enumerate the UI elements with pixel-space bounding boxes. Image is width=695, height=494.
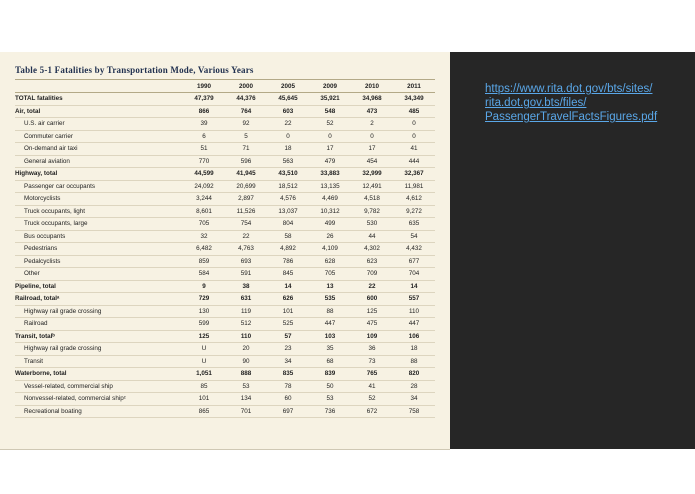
table-cell: 701	[225, 405, 267, 418]
table-cell: 693	[225, 255, 267, 268]
table-cell: 14	[267, 280, 309, 293]
table-cell: 475	[351, 318, 393, 331]
row-label: Railroad, totalᵃ	[15, 293, 183, 306]
table-cell: 765	[351, 368, 393, 381]
table-cell: 557	[393, 293, 435, 306]
table-cell: 9	[183, 280, 225, 293]
table-cell: 6,482	[183, 243, 225, 256]
year-header: 2005	[267, 81, 309, 93]
table-cell: 447	[393, 318, 435, 331]
table-row	[15, 230, 435, 243]
table-cell: 535	[309, 293, 351, 306]
table-row	[15, 168, 435, 181]
table-cell: 90	[225, 355, 267, 368]
row-label: TOTAL fatalities	[15, 93, 183, 106]
table-cell: 563	[267, 155, 309, 168]
table-panel	[0, 52, 450, 450]
table-cell: 736	[309, 405, 351, 418]
table-row	[15, 130, 435, 143]
table-cell: 34	[267, 355, 309, 368]
table-cell: 110	[225, 330, 267, 343]
table-cell: 92	[225, 118, 267, 131]
table-cell: 473	[351, 105, 393, 118]
table-cell: 754	[225, 218, 267, 231]
table-cell: 600	[351, 293, 393, 306]
table-cell: 4,432	[393, 243, 435, 256]
table-cell: 705	[183, 218, 225, 231]
row-label: Truck occupants, light	[15, 205, 183, 218]
table-cell: 34,968	[351, 93, 393, 106]
table-cell: 130	[183, 305, 225, 318]
table-cell: 88	[393, 355, 435, 368]
content-band	[0, 52, 695, 449]
year-header: 2000	[225, 81, 267, 93]
table-cell: 4,892	[267, 243, 309, 256]
table-row	[15, 218, 435, 231]
table-cell: 479	[309, 155, 351, 168]
table-row	[15, 255, 435, 268]
table-cell: 22	[351, 280, 393, 293]
table-cell: 125	[351, 305, 393, 318]
table-cell: 603	[267, 105, 309, 118]
table-row	[15, 318, 435, 331]
row-label: Pipeline, total	[15, 280, 183, 293]
table-row	[15, 205, 435, 218]
table-body	[15, 93, 435, 418]
year-header: 1990	[183, 81, 225, 93]
table-cell: 865	[183, 405, 225, 418]
table-title: Table 5-1 Fatalities by Transportation Mode, Various Years	[15, 65, 254, 75]
table-cell: 4,518	[351, 193, 393, 206]
table-cell: 36	[351, 343, 393, 356]
table-cell: 0	[267, 130, 309, 143]
table-cell: 704	[393, 268, 435, 281]
table-cell: 47,379	[183, 93, 225, 106]
row-label: Highway rail grade crossing	[15, 343, 183, 356]
table-cell: 20,699	[225, 180, 267, 193]
table-cell: 499	[309, 218, 351, 231]
table-cell: 28	[393, 380, 435, 393]
table-cell: 12,491	[351, 180, 393, 193]
year-header: 2011	[393, 81, 435, 93]
row-label: Pedestrians	[15, 243, 183, 256]
table-cell: 0	[393, 130, 435, 143]
table-cell: 591	[225, 268, 267, 281]
table-cell: 85	[183, 380, 225, 393]
title-divider	[15, 79, 435, 80]
row-label: Recreational boating	[15, 405, 183, 418]
table-cell: 119	[225, 305, 267, 318]
row-label: Highway, total	[15, 168, 183, 181]
table-cell: 58	[267, 230, 309, 243]
header-label-cell	[15, 81, 183, 93]
table-cell: U	[183, 343, 225, 356]
table-cell: 11,981	[393, 180, 435, 193]
table-row	[15, 405, 435, 418]
row-label: Commuter carrier	[15, 130, 183, 143]
table-cell: 2,897	[225, 193, 267, 206]
table-cell: 22	[267, 118, 309, 131]
table-cell: 635	[393, 218, 435, 231]
row-label: General aviation	[15, 155, 183, 168]
table-row	[15, 268, 435, 281]
table-cell: 18	[267, 143, 309, 156]
table-cell: 52	[309, 118, 351, 131]
table-cell: 839	[309, 368, 351, 381]
table-cell: 73	[351, 355, 393, 368]
table-cell: 41,945	[225, 168, 267, 181]
table-row	[15, 343, 435, 356]
table-cell: 20	[225, 343, 267, 356]
table-row	[15, 293, 435, 306]
table-cell: 41	[351, 380, 393, 393]
table-cell: 71	[225, 143, 267, 156]
table-cell: 32,999	[351, 168, 393, 181]
source-link-line-2: rita.dot.gov.bts/files/	[485, 97, 587, 109]
row-label: Waterborne, total	[15, 368, 183, 381]
table-cell: 888	[225, 368, 267, 381]
table-cell: 18,512	[267, 180, 309, 193]
table-cell: 628	[309, 255, 351, 268]
table-cell: 4,576	[267, 193, 309, 206]
row-label: U.S. air carrier	[15, 118, 183, 131]
table-cell: 44,599	[183, 168, 225, 181]
table-cell: 8,601	[183, 205, 225, 218]
table-cell: 0	[351, 130, 393, 143]
table-cell: 804	[267, 218, 309, 231]
table-cell: 35,921	[309, 93, 351, 106]
fatalities-table	[15, 81, 435, 418]
source-link[interactable]	[485, 82, 685, 124]
table-cell: 820	[393, 368, 435, 381]
table-row	[15, 305, 435, 318]
table-cell: 5	[225, 130, 267, 143]
table-cell: 530	[351, 218, 393, 231]
table-cell: 38	[225, 280, 267, 293]
table-cell: 584	[183, 268, 225, 281]
table-cell: 23	[267, 343, 309, 356]
table-cell: 26	[309, 230, 351, 243]
table-cell: 13	[309, 280, 351, 293]
table-header-row	[15, 81, 435, 93]
table-cell: 835	[267, 368, 309, 381]
table-cell: 44,376	[225, 93, 267, 106]
table-cell: 35	[309, 343, 351, 356]
table-cell: 54	[393, 230, 435, 243]
row-label: Transit	[15, 355, 183, 368]
table-cell: 709	[351, 268, 393, 281]
table-row	[15, 193, 435, 206]
table-cell: 88	[309, 305, 351, 318]
table-cell: 672	[351, 405, 393, 418]
table-row	[15, 393, 435, 406]
table-cell: 101	[183, 393, 225, 406]
table-cell: 13,135	[309, 180, 351, 193]
table-cell: 1,051	[183, 368, 225, 381]
table-cell: 33,883	[309, 168, 351, 181]
table-cell: 6	[183, 130, 225, 143]
table-cell: 4,302	[351, 243, 393, 256]
table-cell: 512	[225, 318, 267, 331]
table-cell: U	[183, 355, 225, 368]
year-header: 2010	[351, 81, 393, 93]
table-cell: 599	[183, 318, 225, 331]
table-cell: 13,037	[267, 205, 309, 218]
table-cell: 677	[393, 255, 435, 268]
table-cell: 24,092	[183, 180, 225, 193]
table-cell: 786	[267, 255, 309, 268]
row-label: Highway rail grade crossing	[15, 305, 183, 318]
table-cell: 764	[225, 105, 267, 118]
table-cell: 52	[351, 393, 393, 406]
table-cell: 125	[183, 330, 225, 343]
row-label: Nonvessel-related, commercial shipᶜ	[15, 393, 183, 406]
table-cell: 134	[225, 393, 267, 406]
table-cell: 729	[183, 293, 225, 306]
year-header: 2009	[309, 81, 351, 93]
row-label: Transit, totalᵇ	[15, 330, 183, 343]
table-row	[15, 368, 435, 381]
table-cell: 101	[267, 305, 309, 318]
table-cell: 3,244	[183, 193, 225, 206]
table-cell: 770	[183, 155, 225, 168]
row-label: Pedalcyclists	[15, 255, 183, 268]
table-cell: 14	[393, 280, 435, 293]
table-cell: 454	[351, 155, 393, 168]
table-cell: 32,367	[393, 168, 435, 181]
table-cell: 57	[267, 330, 309, 343]
table-cell: 45,645	[267, 93, 309, 106]
table-cell: 525	[267, 318, 309, 331]
table-cell: 39	[183, 118, 225, 131]
table-cell: 34,349	[393, 93, 435, 106]
table-cell: 4,612	[393, 193, 435, 206]
table-cell: 103	[309, 330, 351, 343]
table-cell: 4,763	[225, 243, 267, 256]
table-cell: 53	[309, 393, 351, 406]
source-link-line-1: https://www.rita.dot.gov/bts/sites/	[485, 83, 653, 95]
table-cell: 109	[351, 330, 393, 343]
table-cell: 34	[393, 393, 435, 406]
table-cell: 626	[267, 293, 309, 306]
table-cell: 859	[183, 255, 225, 268]
table-cell: 9,782	[351, 205, 393, 218]
table-cell: 705	[309, 268, 351, 281]
table-cell: 50	[309, 380, 351, 393]
table-cell: 697	[267, 405, 309, 418]
table-cell: 106	[393, 330, 435, 343]
table-cell: 758	[393, 405, 435, 418]
table-cell: 17	[309, 143, 351, 156]
table-cell: 43,510	[267, 168, 309, 181]
source-link-line-3: PassengerTravelFactsFigures.pdf	[485, 111, 658, 123]
table-row	[15, 143, 435, 156]
table-row	[15, 118, 435, 131]
row-label: Passenger car occupants	[15, 180, 183, 193]
table-row	[15, 105, 435, 118]
table-cell: 53	[225, 380, 267, 393]
table-cell: 22	[225, 230, 267, 243]
row-label: Truck occupants, large	[15, 218, 183, 231]
table-cell: 11,526	[225, 205, 267, 218]
table-cell: 17	[351, 143, 393, 156]
table-row	[15, 330, 435, 343]
table-row	[15, 180, 435, 193]
row-label: Air, total	[15, 105, 183, 118]
table-cell: 4,109	[309, 243, 351, 256]
table-cell: 78	[267, 380, 309, 393]
table-cell: 41	[393, 143, 435, 156]
right-panel	[450, 52, 695, 449]
table-cell: 447	[309, 318, 351, 331]
table-cell: 444	[393, 155, 435, 168]
table-cell: 60	[267, 393, 309, 406]
row-label: Motorcyclists	[15, 193, 183, 206]
table-cell: 631	[225, 293, 267, 306]
table-cell: 0	[393, 118, 435, 131]
table-cell: 548	[309, 105, 351, 118]
table-cell: 32	[183, 230, 225, 243]
table-cell: 10,312	[309, 205, 351, 218]
table-cell: 485	[393, 105, 435, 118]
table-cell: 623	[351, 255, 393, 268]
table-cell: 0	[309, 130, 351, 143]
row-label: Other	[15, 268, 183, 281]
table-cell: 596	[225, 155, 267, 168]
table-cell: 51	[183, 143, 225, 156]
table-cell: 866	[183, 105, 225, 118]
row-label: Railroad	[15, 318, 183, 331]
table-row	[15, 155, 435, 168]
table-cell: 9,272	[393, 205, 435, 218]
table-cell: 2	[351, 118, 393, 131]
table-row	[15, 280, 435, 293]
table-cell: 845	[267, 268, 309, 281]
table-cell: 44	[351, 230, 393, 243]
row-label: Bus occupants	[15, 230, 183, 243]
row-label: On-demand air taxi	[15, 143, 183, 156]
table-row	[15, 93, 435, 106]
table-cell: 68	[309, 355, 351, 368]
table-cell: 18	[393, 343, 435, 356]
table-row	[15, 355, 435, 368]
table-row	[15, 380, 435, 393]
table-row	[15, 243, 435, 256]
table-cell: 4,469	[309, 193, 351, 206]
row-label: Vessel-related, commercial ship	[15, 380, 183, 393]
table-cell: 110	[393, 305, 435, 318]
